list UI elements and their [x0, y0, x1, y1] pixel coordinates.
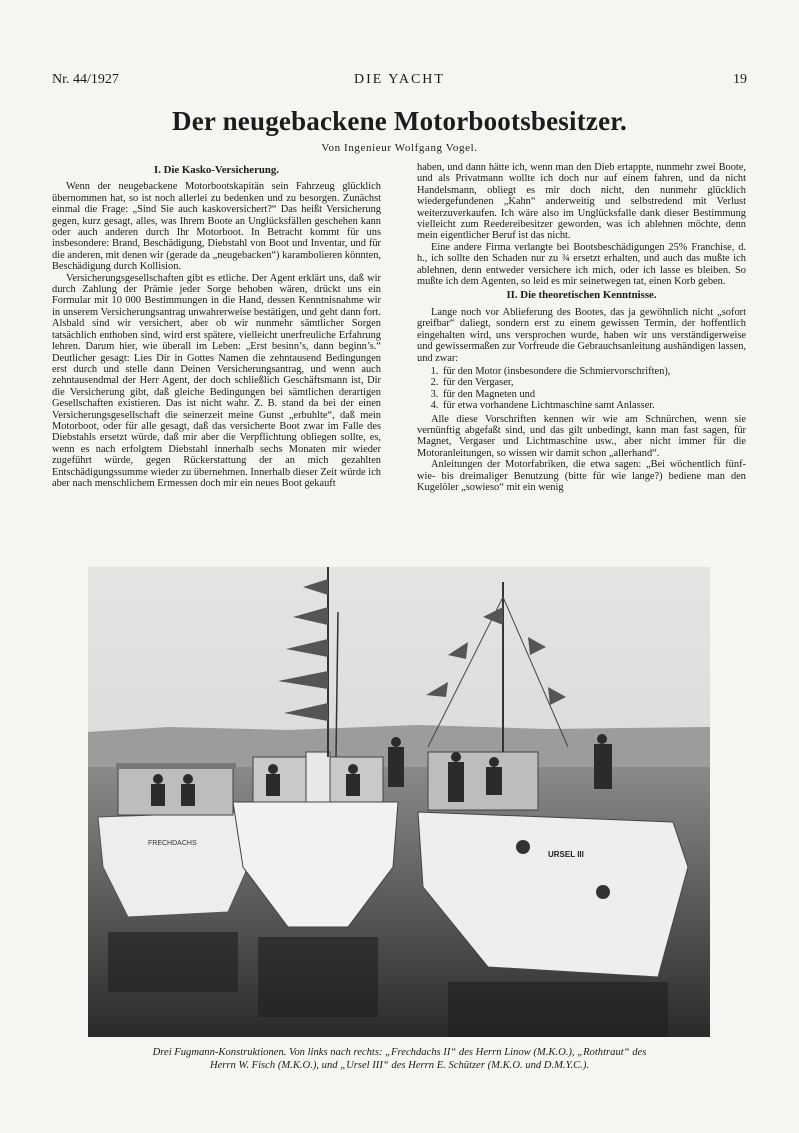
journal-name: DIE YACHT: [354, 72, 445, 87]
page-number: 19: [733, 72, 747, 87]
section-heading-2: II. Die theoretischen Kenntnisse.: [506, 289, 657, 302]
list-item: 4. für etwa vorhandene Lichtmaschine samt Anlasser.: [441, 400, 746, 411]
paragraph: haben, und dann hätte ich, wenn man den Dieb ertappte, nunmehr zwei Boote, und als Privatmann wollte ich doch nur auf einem fahren, und da nicht Handelsmann, obliegt es mir doch nicht, den nunmehr glücklich wiedergefundenen „Kahn“ anderweitig und selbstredend mit Verlust weiterzuverkaufen. Ich wäre also im Unglücksfalle dank dieser Bestimmung vielleicht zum Reedereibesitzer geworden, was ich ablehnen möchte, denn mein eigentlicher Beruf ist das nicht.: [417, 162, 746, 242]
hull-name-ursel: URSEL III: [548, 850, 584, 859]
photo-caption: [60, 1046, 739, 1072]
instruction-list: [417, 366, 746, 412]
article-title: Der neugebackene Motorbootsbesitzer.: [172, 106, 627, 136]
list-item: 2. für den Vergaser,: [441, 377, 746, 388]
hull-name-frechdachs: FRECHDACHS: [148, 840, 197, 847]
caption-line-2: Herrn W. Fisch (M.K.O.), und „Ursel III“ des Herrn E. Schützer (M.K.O. und D.M.Y.C.).: [209, 1060, 590, 1071]
paragraph: Alle diese Vorschriften kennen wir wie am Schnürchen, wenn sie vernünftig abgefaßt sind, und das gilt unbedingt, kann man fast sagen, für Magnet, Vergaser und Lichtmaschine usw., aber nicht immer für die Motoranleitungen, so wissen wir damit schon „allerhand“.: [417, 413, 746, 459]
paragraph: Versicherungsgesellschaften gibt es etliche. Der Agent erklärt uns, daß wir durch Zahlung der Prämie jeder Sorge behoben wären, drückt uns ein Formular mit 10 000 Bestimmungen in die Hand, dessen Kenntnisnahme wir in unserem Versicherungsantrag unwahrerweise bestätigen, und geht dann fort. Alsbald sind wir versichert, aber ob wir nunmehr sämtlicher Sorgen tatsächlich enthoben sind, wird erst spätere, vielleicht unerfreuliche Erfahrung lehren. Darum hier, wie überall im Leben: „Erst besinn’s, dann beginn’s.“ Deutlicher gesagt: Lies Dir in Gottes Namen die zehntausend Bedingungen erst durch und stelle dann Deinen Versicherungsantrag, und wenn auch zehntausendmal der Herr Agent, der doch schließlich Geschäftsmann ist, Dir die Versicherung gibt, daß gleiche Bedingungen bei sämtlichen derartigen Gesellschaften existieren. Das ist nicht wahr. Z. B. stand da bei der einen Versicherungsgesellschaft die seinerzeit meine Gunst „erbuhlte“, daß mein Motorboot, oder für alle gesagt, daß das versicherte Boot zwar im Falle des Diebstahls ersetzt würde, daß mir aber die Verpflichtung obliegen sollte, es, wenn es nach erfolgtem Diebstahl innerhalb sechs Monaten mir wieder zugeführt würde, gegen Rückerstattung der an mich gezahlten Entschädigungssumme wieder zu übernehmen. Innerhalb dieser Zeit würde ich aber nach menschlichem Ermessen doch mir ein neues Boot gekauft: [52, 272, 381, 489]
paragraph: Eine andere Firma verlangte bei Bootsbeschädigungen 25% Franchise, d. h., ich sollte den Schaden nur zu ¾ ersetzt erhalten, und auch das mußte ich ablehnen, denn entweder versichere ich mich, oder ich lasse es bleiben. So mußte ich dem Agenten, so leid es mir seinetwegen tat, einen Korb geben.: [417, 241, 746, 288]
caption-line-1: Drei Fugmann-Konstruktionen. Von links nach rechts: „Frechdachs II“ des Herrn Linow (M.K.O.), „Rothtraut“ des: [152, 1047, 647, 1058]
list-item: 3. für den Magneten und: [441, 389, 746, 400]
issue-number: Nr. 44/1927: [52, 72, 119, 87]
section-heading-1: I. Die Kasko-Versicherung.: [154, 164, 279, 176]
paragraph: Wenn der neugebackene Motorbootskapitän sein Fahrzeug glücklich übernommen hat, so ist noch allerlei zu bedenken und zu besorgen. Zunächst einmal die Frage: „Sind Sie auch kaskoversichert?“ Das heißt Versicherung gegen, kurz gesagt, alles, was Ihrem Boote an Unglücksfällen geschehen kann oder auch anderen durch Ihr Motorboot. In Betracht kommt für uns insbesondere: Brand, Beschädigung, Diebstahl von Boot und Inventar, und für die anderen, mit denen wir (gerade da „neugebacken“) karambolieren könnten, Beschädigung durch Kollision.: [52, 181, 381, 273]
left-column: [52, 162, 381, 554]
page-header: [52, 72, 747, 92]
boats-photograph: [88, 567, 710, 1037]
boats-photo-illustration: [88, 567, 710, 1037]
list-item: 1. für den Motor (insbesondere die Schmiervorschriften),: [441, 366, 746, 377]
paragraph: Lange noch vor Ablieferung des Bootes, das ja gewöhnlich nicht „sofort greifbar“ daliegt, sondern erst zu einem gewissen Termin, der hoffentlich eingehalten wird, uns versprochen wurde, haben wir uns verständigerweise und gewissermaßen zur Vorfreude die Gebrauchsanleitung aushändigen lassen, und zwar:: [417, 306, 746, 364]
right-column: [417, 162, 746, 554]
article-byline: Von Ingenieur Wolfgang Vogel.: [321, 142, 478, 154]
paragraph: Anleitungen der Motorfabriken, die etwa sagen: „Bei wöchentlich fünf- wie- bis dreimaliger Benutzung (bitte für wie lange?) bediene man den Kugelöler „sowieso“ mit ein wenig: [417, 459, 746, 493]
